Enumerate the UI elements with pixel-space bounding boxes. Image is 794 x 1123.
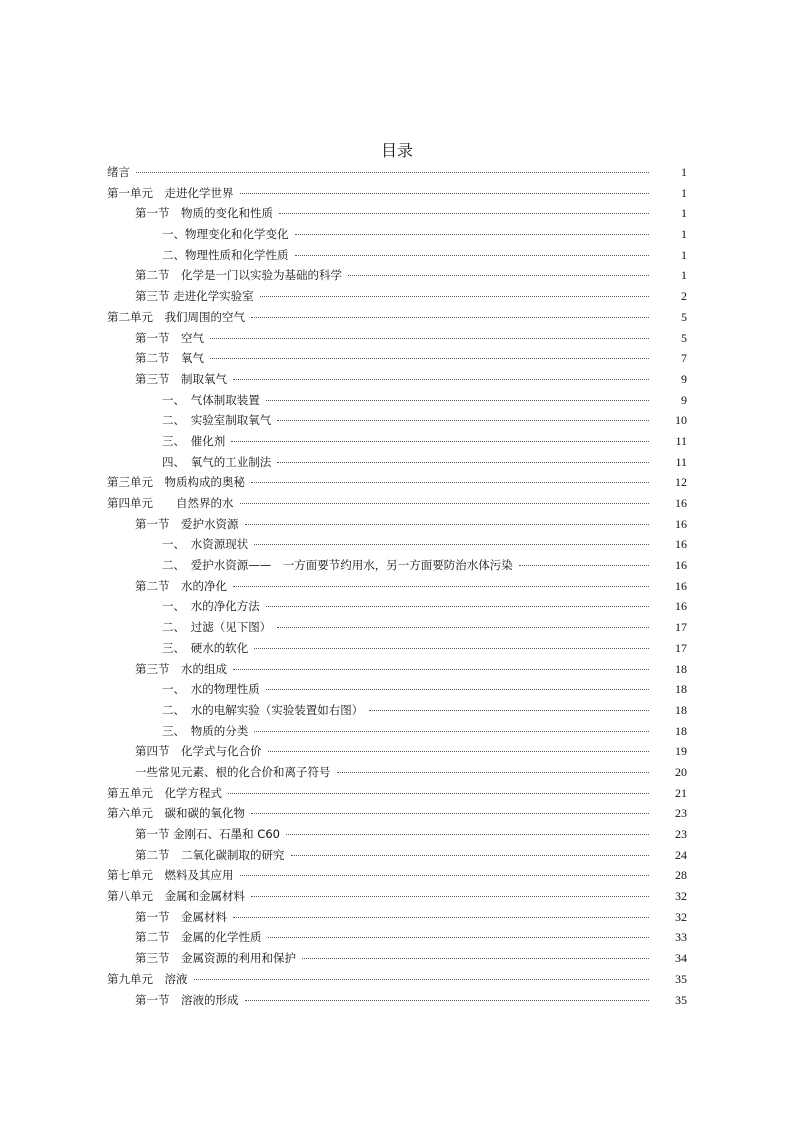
toc-entry[interactable] (107, 452, 687, 473)
toc-entry-label: 第二节 化学是一门以实验为基础的科学 (135, 265, 346, 286)
toc-entry-label: 三、 物质的分类 (162, 721, 252, 742)
toc-entry-page-number: 12 (675, 475, 687, 490)
dot-leader (233, 668, 649, 670)
toc-entry-label: 第九单元 溶液 (107, 969, 192, 990)
toc-entry-page-number: 21 (675, 785, 687, 800)
toc-entry-label: 第四节 化学式与化合价 (135, 741, 266, 762)
toc-entry-label: 一、 水的净化方法 (162, 596, 264, 617)
dot-leader (254, 730, 649, 732)
toc-entry[interactable] (107, 845, 687, 866)
toc-entry-label: 第一节 爱护水资源 (135, 514, 243, 535)
toc-entry[interactable] (107, 865, 687, 886)
dot-leader (251, 812, 649, 814)
dot-leader (277, 419, 649, 421)
toc-entry[interactable] (107, 514, 687, 535)
dot-leader (266, 605, 649, 607)
toc-entry-page-number: 16 (675, 537, 687, 552)
dot-leader (136, 171, 649, 173)
dot-leader (245, 523, 650, 525)
toc-entry-label: 第一节 溶液的形成 (135, 990, 243, 1011)
toc-entry-page-number: 11 (675, 454, 687, 469)
toc-entry-page-number: 2 (681, 289, 687, 304)
toc-entry[interactable] (107, 203, 687, 224)
toc-entry[interactable] (107, 245, 687, 266)
toc-entry[interactable] (107, 576, 687, 597)
dot-leader (240, 192, 650, 194)
dot-leader (254, 543, 649, 545)
toc-entry-page-number: 16 (675, 516, 687, 531)
toc-entry[interactable] (107, 307, 687, 328)
toc-entry-label: 第三单元 物质构成的奥秘 (107, 472, 249, 493)
toc-entry-page-number: 24 (675, 847, 687, 862)
dot-leader (233, 378, 649, 380)
toc-entry-page-number: 9 (681, 371, 687, 386)
toc-entry-label: 第二节 氧气 (135, 348, 208, 369)
toc-entry[interactable] (107, 927, 687, 948)
toc-entry-page-number: 17 (675, 620, 687, 635)
toc-entry-label: 第二节 水的净化 (135, 576, 231, 597)
toc-entry-page-number: 32 (675, 889, 687, 904)
dot-leader (240, 502, 650, 504)
dot-leader (233, 585, 649, 587)
dot-leader (194, 978, 650, 980)
toc-entry[interactable] (107, 659, 687, 680)
dot-leader (251, 481, 649, 483)
toc-entry[interactable] (107, 265, 687, 286)
toc-entry-page-number: 16 (675, 496, 687, 510)
dot-leader (260, 295, 649, 297)
toc-entry-page-number: 1 (681, 227, 687, 242)
dot-leader (268, 750, 650, 752)
toc-entry-label: 第二节 金属的化学性质 (135, 927, 266, 948)
toc-entry-page-number: 20 (675, 764, 687, 779)
toc-entry[interactable] (107, 410, 687, 431)
toc-entry[interactable] (107, 493, 687, 514)
toc-entry-page-number: 23 (675, 806, 687, 821)
dot-leader (302, 957, 649, 959)
dot-leader (210, 357, 649, 359)
dot-leader (245, 999, 650, 1001)
toc-entry-label: 二、 过滤（见下图） (162, 617, 275, 638)
dot-leader (266, 399, 649, 401)
toc-entry-label: 第八单元 金属和金属材料 (107, 886, 249, 907)
toc-entry[interactable] (107, 431, 687, 452)
toc-entry-page-number: 28 (675, 868, 687, 883)
toc-entry-label: 一、 水资源现状 (162, 534, 252, 555)
toc-entry[interactable] (107, 679, 687, 700)
toc-entry-label: 绪言 (107, 162, 134, 183)
toc-entry[interactable] (107, 328, 687, 349)
toc-entry-label: 第一节 金刚石、石墨和 C60 (135, 824, 284, 845)
toc-entry-label: 三、 硬水的软化 (162, 638, 252, 659)
dot-leader (277, 461, 649, 463)
toc-entry-label: 第三节 金属资源的利用和保护 (135, 948, 300, 969)
toc-entry-page-number: 1 (681, 165, 687, 179)
toc-entry[interactable] (107, 638, 687, 659)
toc-entry[interactable] (107, 948, 687, 969)
toc-entry-label: 第一节 空气 (135, 328, 208, 349)
toc-entry-label: 三、 催化剂 (162, 431, 229, 452)
toc-title: 目录 (380, 141, 413, 160)
dot-leader (337, 771, 650, 773)
dot-leader (251, 316, 649, 318)
toc-entry-page-number: 16 (675, 578, 687, 593)
toc-entry[interactable] (107, 969, 687, 990)
toc-entry-label: 第七单元 燃料及其应用 (107, 865, 238, 886)
toc-entry-label: 二、 爱护水资源—— 一方面要节约用水，另一方面要防治水体污染 (162, 555, 517, 576)
dot-leader (291, 854, 650, 856)
dot-leader (295, 254, 650, 256)
dot-leader (210, 337, 649, 339)
toc-entry-page-number: 16 (675, 558, 687, 573)
dot-leader (295, 233, 650, 235)
dot-leader (240, 874, 650, 876)
toc-entry[interactable] (107, 596, 687, 617)
toc-entry-page-number: 33 (675, 930, 687, 945)
table-of-contents (107, 162, 687, 1010)
toc-entry-label: 第三节 走进化学实验室 (135, 286, 258, 307)
dot-leader (519, 564, 649, 566)
dot-leader (369, 709, 649, 711)
toc-entry-label: 第五单元 化学方程式 (107, 783, 226, 804)
dot-leader (348, 274, 649, 276)
toc-entry-label: 第二节 二氧化碳制取的研究 (135, 845, 289, 866)
toc-entry-label: 二、 实验室制取氧气 (162, 410, 275, 431)
toc-entry-page-number: 11 (675, 433, 687, 448)
toc-entry-label: 第三节 制取氧气 (135, 369, 231, 390)
toc-entry-label: 一、物理变化和化学变化 (162, 224, 293, 245)
toc-entry-page-number: 1 (681, 247, 687, 262)
toc-entry-label: 二、物理性质和化学性质 (162, 245, 293, 266)
dot-leader (228, 792, 649, 794)
toc-entry[interactable] (107, 534, 687, 555)
toc-entry-page-number: 16 (675, 599, 687, 614)
toc-entry[interactable] (107, 886, 687, 907)
toc-entry[interactable] (107, 286, 687, 307)
toc-entry-page-number: 34 (675, 951, 687, 966)
toc-entry-page-number: 9 (681, 392, 687, 407)
toc-entry-page-number: 19 (675, 744, 687, 759)
toc-entry[interactable] (107, 741, 687, 762)
toc-entry-label: 一、 水的物理性质 (162, 679, 264, 700)
toc-entry[interactable] (107, 555, 687, 576)
toc-entry[interactable] (107, 183, 687, 204)
toc-entry-label: 第三节 水的组成 (135, 659, 231, 680)
toc-entry-page-number: 1 (681, 268, 687, 283)
toc-entry-page-number: 35 (675, 971, 687, 986)
toc-entry[interactable] (107, 390, 687, 411)
toc-entry-page-number: 5 (681, 309, 687, 324)
toc-entry[interactable] (107, 700, 687, 721)
dot-leader (279, 212, 649, 214)
dot-leader (286, 833, 649, 835)
toc-entry-page-number: 10 (675, 413, 687, 428)
toc-entry[interactable] (107, 162, 687, 183)
toc-entry[interactable] (107, 762, 687, 783)
toc-entry-page-number: 7 (681, 351, 687, 366)
toc-entry-page-number: 18 (675, 723, 687, 738)
toc-entry-label: 第一节 物质的变化和性质 (135, 203, 277, 224)
toc-entry-label: 一些常见元素、根的化合价和离子符号 (135, 762, 335, 783)
toc-entry-page-number: 5 (681, 330, 687, 345)
toc-entry-label: 四、 氧气的工业制法 (162, 452, 275, 473)
toc-entry-label: 二、 水的电解实验（实验装置如右图） (162, 700, 367, 721)
toc-entry-label: 第六单元 碳和碳的氧化物 (107, 803, 249, 824)
dot-leader (233, 916, 649, 918)
toc-entry[interactable] (107, 907, 687, 928)
toc-entry-page-number: 23 (675, 827, 687, 841)
toc-entry[interactable] (107, 617, 687, 638)
toc-entry[interactable] (107, 990, 687, 1011)
toc-entry[interactable] (107, 224, 687, 245)
toc-entry-page-number: 18 (675, 682, 687, 697)
toc-entry-page-number: 35 (675, 992, 687, 1007)
toc-entry-label: 第一单元 走进化学世界 (107, 183, 238, 204)
dot-leader (268, 936, 650, 938)
toc-entry-label: 第二单元 我们周围的空气 (107, 307, 249, 328)
dot-leader (231, 440, 649, 442)
toc-entry[interactable] (107, 783, 687, 804)
toc-entry-label: 一、 气体制取装置 (162, 390, 264, 411)
toc-entry[interactable] (107, 824, 687, 845)
dot-leader (254, 647, 649, 649)
dot-leader (277, 626, 649, 628)
toc-entry-page-number: 18 (675, 661, 687, 676)
toc-entry[interactable] (107, 721, 687, 742)
toc-entry-page-number: 1 (681, 185, 687, 200)
toc-entry-page-number: 32 (675, 909, 687, 924)
toc-entry-label: 第四单元 自然界的水 (107, 493, 238, 514)
toc-entry-page-number: 18 (675, 702, 687, 717)
toc-entry-page-number: 1 (681, 206, 687, 221)
toc-entry[interactable] (107, 803, 687, 824)
toc-entry-page-number: 17 (675, 640, 687, 655)
toc-entry-label: 第一节 金属材料 (135, 907, 231, 928)
dot-leader (266, 688, 649, 690)
toc-entry[interactable] (107, 369, 687, 390)
dot-leader (251, 895, 649, 897)
toc-entry[interactable] (107, 472, 687, 493)
toc-entry[interactable] (107, 348, 687, 369)
